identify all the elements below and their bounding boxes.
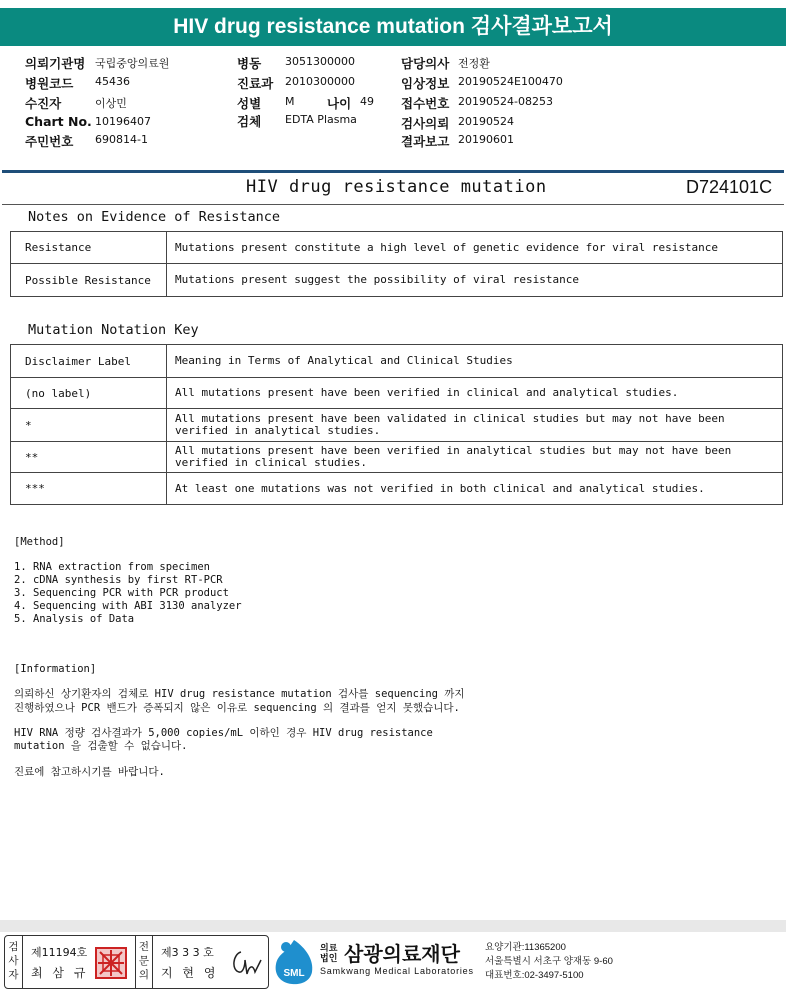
evidence-section-title: Notes on Evidence of Resistance [28, 209, 280, 225]
label-resident-no: 주민번호 [25, 134, 74, 149]
value-requesting-institution: 국립중앙의료원 [95, 57, 170, 70]
footer-band [0, 920, 786, 932]
signature-icon [227, 946, 263, 980]
org-name: 삼광의료재단 [344, 944, 460, 966]
value-age: 49 [360, 95, 374, 108]
value-test-request: 20190524 [458, 115, 514, 128]
label-test-request: 검사의뢰 [401, 116, 450, 131]
org-phone: 대표번호:02-3497-5100 [485, 970, 584, 981]
information-title: [Information] [14, 663, 97, 675]
examiner-name: 최 삼 규 [31, 966, 89, 980]
label-age: 나이 [327, 96, 352, 111]
label-requesting-institution: 의뢰기관명 [25, 56, 86, 71]
org-code: 요양기관:11365200 [485, 942, 566, 953]
value-clinical-info: 20190524E100470 [458, 75, 563, 88]
information-para2-line2: mutation 을 검출할 수 없습니다. [14, 740, 188, 752]
value-physician: 전정환 [458, 57, 490, 70]
label-patient-name: 수진자 [25, 96, 62, 111]
evidence-table [10, 231, 783, 297]
evidence-label-possible: Possible Resistance [11, 264, 167, 297]
doctor-label: 전문의 [135, 936, 153, 988]
table-row [11, 378, 783, 409]
value-patient-name: 이상민 [95, 97, 127, 110]
value-specimen: EDTA Plasma [285, 113, 357, 126]
information-para2-line1: HIV RNA 정량 검사결과가 5,000 copies/mL 이하인 경우 HIV drug resistance [14, 727, 433, 739]
evidence-label-resistance: Resistance [11, 232, 167, 264]
notation-text-single-star: All mutations present have been validated in clinical studies but may not have been verified in analytical studies. [167, 409, 783, 442]
value-resident-no: 690814-1 [95, 133, 148, 146]
value-hospital-code: 45436 [95, 75, 130, 88]
report-title-banner: HIV drug resistance mutation 검사결과보고서 [0, 8, 786, 46]
method-step-3: 3. Sequencing PCR with PCR product [14, 587, 229, 599]
org-address: 서울특별시 서초구 양재동 9-60 [485, 956, 613, 967]
information-para1-line2: 진행하였으나 PCR 밴드가 증폭되지 않은 이유로 sequencing 의 결과를 얻지 못했습니다. [14, 702, 460, 714]
examiner-label: 검사자 [5, 936, 23, 988]
seal-stamp-icon [94, 946, 128, 980]
table-row [11, 442, 783, 473]
value-chart-no: 10196407 [95, 115, 151, 128]
doctor-name: 지 현 영 [161, 966, 219, 980]
method-step-2: 2. cDNA synthesis by first RT-PCR [14, 574, 223, 586]
value-department: 2010300000 [285, 75, 355, 88]
notation-header-label: Disclaimer Label [11, 345, 167, 378]
method-step-1: 1. RNA extraction from specimen [14, 561, 210, 573]
notation-header-text: Meaning in Terms of Analytical and Clinical Studies [167, 345, 783, 378]
notation-label-triple-star: *** [11, 473, 167, 505]
label-clinical-info: 임상정보 [401, 76, 450, 91]
org-prefix: 의료법인 [320, 943, 338, 963]
section-divider [2, 170, 784, 173]
sml-logo-text: SML [283, 968, 305, 979]
table-row [11, 409, 783, 442]
document-code: D724101C [686, 177, 773, 197]
signature-box [4, 935, 269, 989]
value-result-report: 20190601 [458, 133, 514, 146]
examiner-license-no: 제11194호 [31, 946, 88, 959]
evidence-text-resistance: Mutations present constitute a high level of genetic evidence for viral resistance [167, 232, 783, 264]
sml-logo-icon [272, 938, 316, 986]
notation-label-single-star: * [11, 409, 167, 442]
notation-text-triple-star: At least one mutations was not verified in both clinical and analytical studies. [167, 473, 783, 505]
notation-table [10, 344, 783, 505]
method-step-5: 5. Analysis of Data [14, 613, 135, 625]
label-department: 진료과 [237, 76, 274, 91]
notation-label-none: (no label) [11, 378, 167, 409]
document-title: HIV drug resistance mutation [246, 177, 547, 197]
evidence-text-possible: Mutations present suggest the possibility of viral resistance [167, 264, 783, 297]
method-step-4: 4. Sequencing with ABI 3130 analyzer [14, 600, 242, 612]
notation-label-double-star: ** [11, 442, 167, 473]
label-receipt-no: 접수번호 [401, 96, 450, 111]
table-header-row [11, 345, 783, 378]
patient-info [0, 50, 786, 160]
table-row [11, 473, 783, 505]
value-ward: 3051300000 [285, 55, 355, 68]
label-hospital-code: 병원코드 [25, 76, 74, 91]
doctor-license-no: 제3 3 3 호 [161, 946, 214, 959]
label-result-report: 결과보고 [401, 134, 450, 149]
label-specimen: 검체 [237, 114, 262, 129]
label-ward: 병동 [237, 56, 262, 71]
label-sex: 성별 [237, 96, 262, 111]
method-title: [Method] [14, 536, 65, 548]
notation-section-title: Mutation Notation Key [28, 322, 199, 338]
org-english-name: Samkwang Medical Laboratories [320, 966, 474, 976]
table-row [11, 232, 783, 264]
value-receipt-no: 20190524-08253 [458, 95, 553, 108]
notation-text-double-star: All mutations present have been verified in analytical studies but may not have been verified in clinical studies. [167, 442, 783, 473]
label-chart-no: Chart No. [25, 114, 92, 129]
notation-text-none: All mutations present have been verified in clinical and analytical studies. [167, 378, 783, 409]
label-physician: 담당의사 [401, 56, 450, 71]
information-para3: 진료에 참고하시기를 바랍니다. [14, 766, 165, 778]
table-row [11, 264, 783, 297]
value-sex: M [285, 95, 295, 108]
title-underline [2, 204, 784, 205]
information-para1-line1: 의뢰하신 상기환자의 검체로 HIV drug resistance mutation 검사를 sequencing 까지 [14, 688, 465, 700]
